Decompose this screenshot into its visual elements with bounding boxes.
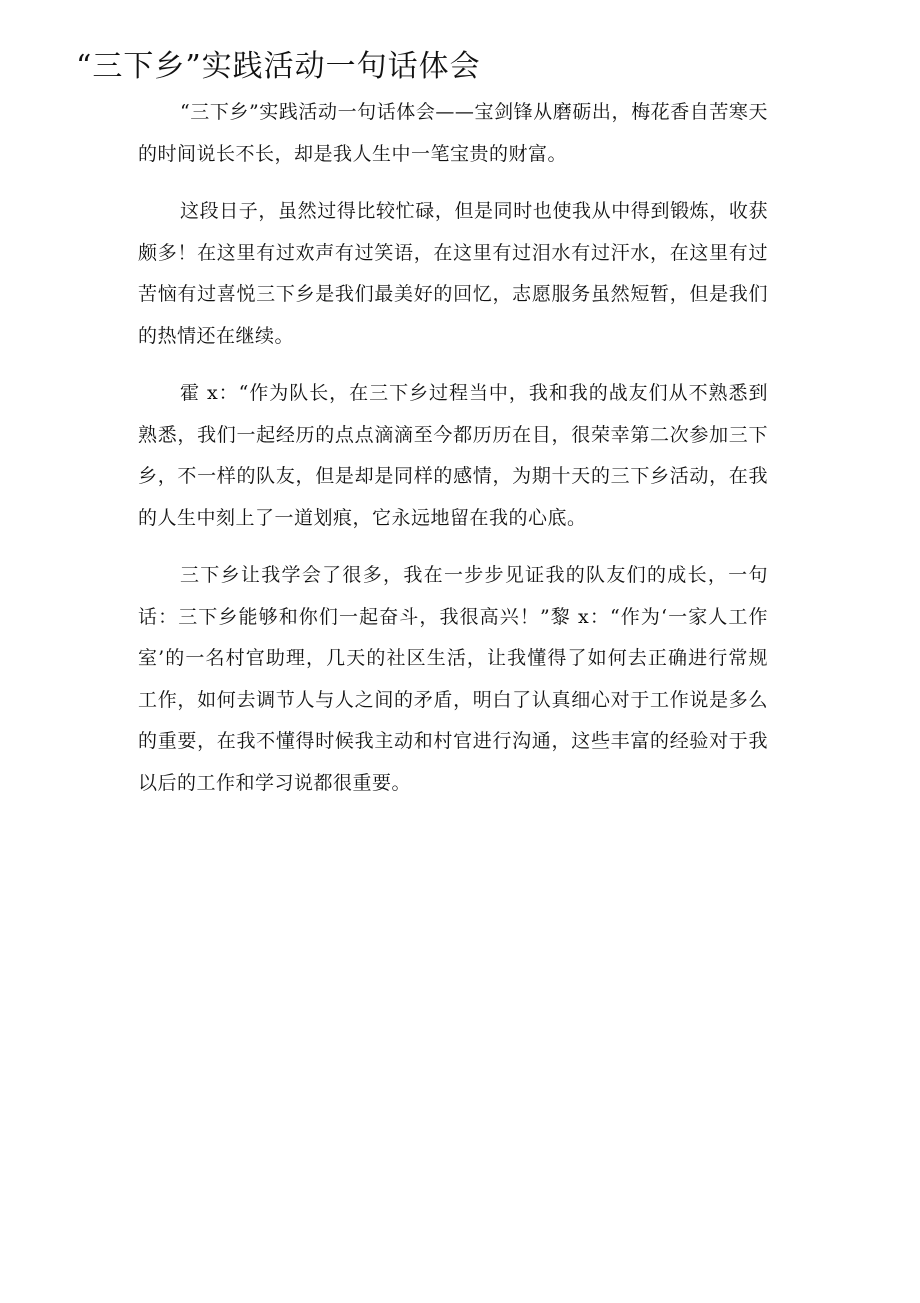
paragraph-intro: “三下乡”实践活动一句话体会——宝剑锋从磨砺出，梅花香自苦寒天的时间说长不长，却是我人生中一笔宝贵的财富。 (138, 101, 768, 165)
paragraph-experience: 这段日子，虽然过得比较忙碌，但是同时也使我从中得到锻炼，收获颇多！在这里有过欢声有过笑语，在这里有过泪水有过汗水，在这里有过苦恼有过喜悦三下乡是我们最美好的回忆，志愿服务虽然短暂，但是我们的热情还在继续。 (138, 200, 768, 347)
document-body (138, 92, 768, 804)
paragraph-village-assistant-quote: 三下乡让我学会了很多，我在一步步见证我的队友们的成长，一句话：三下乡能够和你们一起奋斗，我很高兴！”黎 x：“作为‘一家人工作室’的一名村官助理，几天的社区生活，让我懂得了如何去正确进行常规工作，如何去调节人与人之间的矛盾，明白了认真细心对于工作说是多么的重要，在我不懂得时候我主动和村官进行沟通，这些丰富的经验对于我以后的工作和学习说都很重要。 (138, 564, 768, 794)
paragraph-team-leader-quote: 霍 x：“作为队长，在三下乡过程当中，我和我的战友们从不熟悉到熟悉，我们一起经历的点点滴滴至今都历历在目，很荣幸第二次参加三下乡，不一样的队友，但是却是同样的感情，为期十天的三下乡活动，在我的人生中刻上了一道划痕，它永远地留在我的心底。 (138, 382, 768, 529)
document-title: “三下乡”实践活动一句话体会 (76, 49, 481, 84)
